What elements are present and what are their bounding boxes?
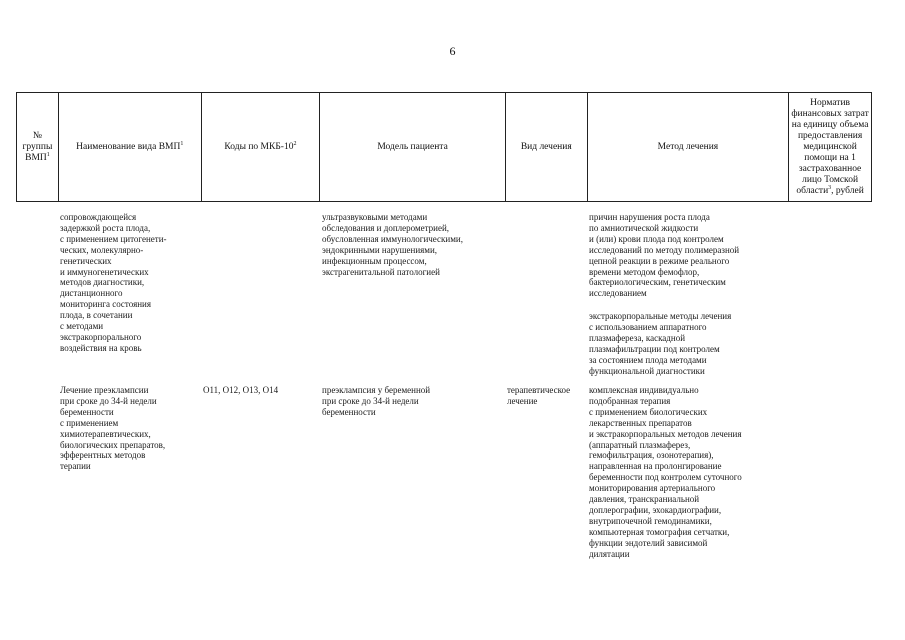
header-cost-standard-label: Норматив финансовых затрат на единицу объема предоставления медицинской помощи на 1 застрахованное лицо Томской области$^3$, рублей	[791, 97, 869, 196]
row2-vmp-name: Лечение преэклампсии при сроке до 34-й недели беременности с применением химиотерапевтических, биологических препаратов, эфферентных методов терапии	[60, 385, 166, 472]
header-patient-model-label: Модель пациента	[377, 141, 448, 152]
row2-patient-model: преэклампсия у беременной при сроке до 34-й недели беременности	[322, 385, 431, 417]
header-treatment-type	[506, 93, 588, 201]
header-group-number-label: № группы ВМП$^1$	[22, 130, 53, 163]
header-patient-model	[320, 93, 506, 201]
header-vmp-name	[59, 93, 202, 201]
row2-treatment-method: комплексная индивидуально подобранная терапия с применением биологических лекарственных препаратов и экстракорпоральных методов лечения (аппаратный плазмаферез, гемофильтрация, озонотерапия), направленная на пролонгирование беременности под контролем суточного мониторирования артериального давления, транскраниальной доплерографии, эхокардиографии, внутрипочечной гемодинамики, компьютерная томография сетчатки, функции эндотелий зависимой дилятации	[589, 385, 742, 559]
row2-icd-codes: O11, O12, O13, O14	[203, 385, 279, 395]
header-treatment-type-label: Вид лечения	[520, 141, 572, 152]
row1-vmp-name: сопровождающейся задержкой роста плода, с применением цитогенети- ческих, молекулярно- генетических и иммуногенетических методов диагностики, дистанционного мониторинга состояния плода, в сочетании с методами экстракорпорального воздействия на кровь	[60, 212, 167, 353]
header-cost-standard	[789, 93, 871, 201]
row2-treatment-type: терапевтическое лечение	[507, 385, 571, 406]
page-number: 6	[449, 44, 456, 58]
header-group-number	[17, 93, 59, 201]
header-vmp-name-label: Наименование вида ВМП$^1$	[76, 140, 184, 152]
header-treatment-method	[588, 93, 790, 201]
row1-treatment-method-a: причин нарушения роста плода по амниотической жидкости и (или) крови плода под контролем исследований по методу полимеразной цепной реакции в режиме реального времени методом фемофлор, бактериологическим, генетическим исследованием	[589, 212, 740, 299]
header-icd-codes	[202, 93, 321, 201]
row1-treatment-method-b: экстракорпоральные методы лечения с использованием аппаратного плазмафереза, каскадной плазмафильтрации под контролем за состоянием плода методами функциональной диагностики	[589, 311, 732, 376]
table-header	[16, 92, 872, 202]
header-treatment-method-label: Метод лечения	[657, 141, 719, 152]
header-icd-codes-label: Коды по МКБ-$10^2$	[224, 140, 297, 152]
row1-patient-model: ультразвуковыми методами обследования и доплерометрией, обусловленная иммунологическими, эндокринными нарушениями, инфекционным процессом, экстрагенитальной патологией	[322, 212, 463, 277]
